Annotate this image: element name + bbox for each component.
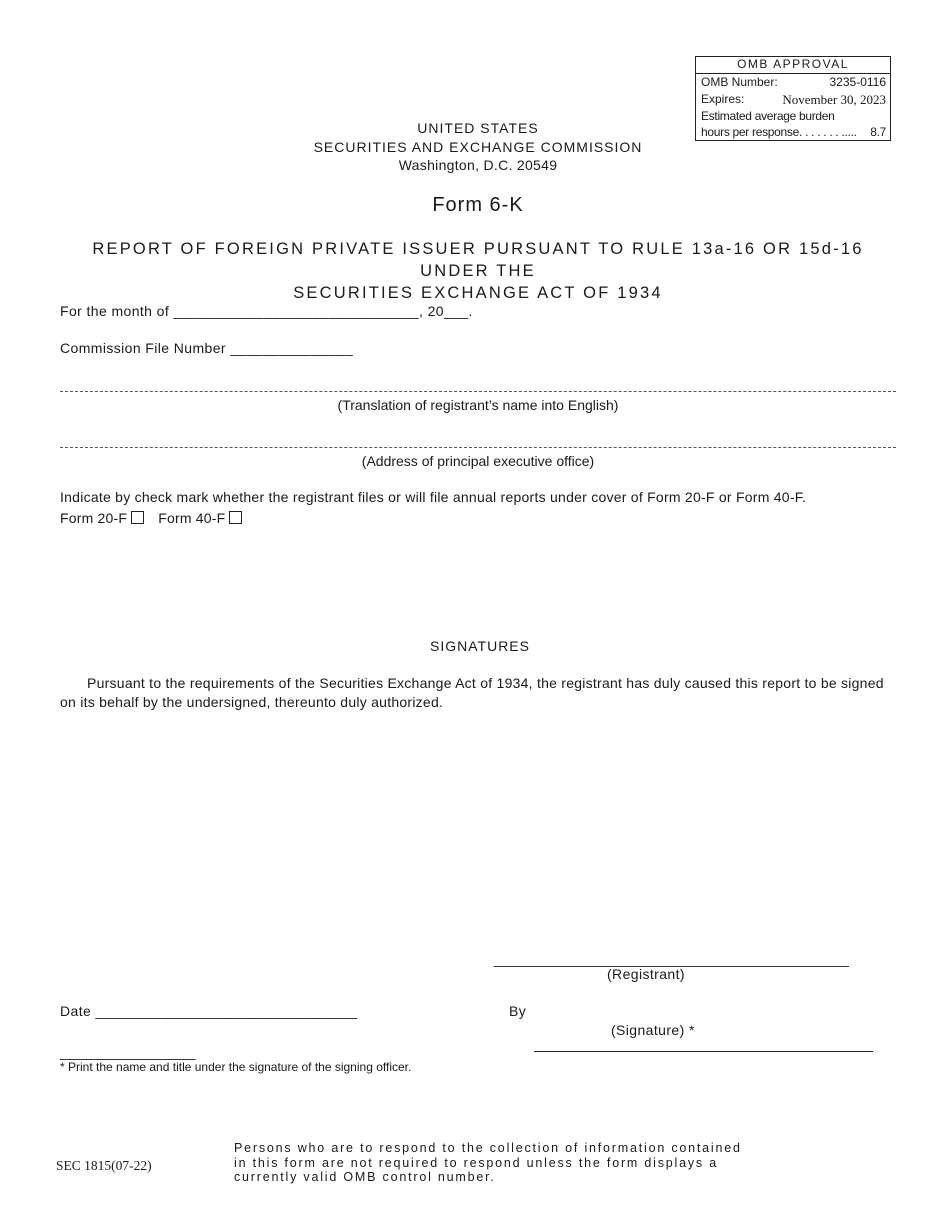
report-title-line2: SECURITIES EXCHANGE ACT OF 1934 (293, 284, 663, 302)
omb-notice-line1: Persons who are to respond to the collection of information contained (234, 1141, 742, 1155)
signatures-paragraph: Pursuant to the requirements of the Securities Exchange Act of 1934, the registrant has duly caused this report to be signed on its behalf by the undersigned, thereunto duly authorized. (60, 675, 884, 710)
omb-number-value: 3235-0116 (829, 75, 886, 89)
omb-notice-line2: in this form are not required to respond unless the form displays a (234, 1155, 718, 1170)
omb-burden-line1: Estimated average burden (701, 109, 835, 123)
footnote-rule: _________________ (60, 1044, 196, 1060)
registrant-name-line[interactable] (60, 391, 896, 392)
header-agency: SECURITIES AND EXCHANGE COMMISSION (313, 139, 643, 155)
form-20f-checkbox[interactable] (131, 511, 144, 524)
report-title (60, 238, 896, 304)
form-title: Form 6-K (432, 194, 524, 216)
omb-expires-label: Expires: (701, 92, 745, 106)
omb-burden-line2: hours per response. . . . . . . ..... (701, 125, 857, 139)
translation-caption: (Translation of registrant’s name into English) (337, 397, 619, 413)
registrant-caption: (Registrant) (607, 966, 685, 982)
form-40f-label: Form 40-F (158, 510, 226, 526)
omb-expires-value: November 30, 2023 (782, 92, 886, 107)
signatures-heading: SIGNATURES (430, 638, 530, 654)
date-field[interactable]: Date ________________________________ (60, 1003, 358, 1019)
month-field[interactable]: For the month of ______________________________, 20___. (60, 303, 473, 319)
by-label: By (509, 1003, 527, 1019)
form-id: SEC 1815(07-22) (56, 1158, 152, 1173)
omb-number-label: OMB Number: (701, 75, 778, 89)
form-type-options (60, 510, 252, 526)
registrant-line[interactable]: _____________________________________________ (494, 951, 849, 967)
commission-file-number-field[interactable]: Commission File Number _______________ (60, 340, 354, 356)
form-20f-label: Form 20-F (60, 510, 128, 526)
omb-approval-title: OMB APPROVAL (696, 57, 890, 74)
signature-line[interactable] (534, 1051, 873, 1052)
header-address: Washington, D.C. 20549 (398, 157, 558, 173)
omb-notice-line3: currently valid OMB control number. (234, 1170, 496, 1184)
form-40f-checkbox[interactable] (229, 511, 242, 524)
omb-burden-value: 8.7 (870, 125, 886, 139)
signature-caption: (Signature) * (611, 1022, 695, 1038)
indicate-instruction: Indicate by check mark whether the registrant files or will file annual reports under cover of Form 20-F or Form 40-F. (60, 489, 807, 505)
header-country: UNITED STATES (417, 120, 539, 136)
address-caption: (Address of principal executive office) (361, 453, 595, 469)
report-title-line1: REPORT OF FOREIGN PRIVATE ISSUER PURSUANT TO RULE 13a-16 OR 15d-16 UNDER THE (92, 240, 864, 280)
omb-number-row (696, 74, 890, 91)
address-line[interactable] (60, 447, 896, 448)
omb-notice (234, 1141, 754, 1185)
omb-expires-row (696, 91, 890, 108)
footnote-text: * Print the name and title under the signature of the signing officer. (60, 1060, 412, 1074)
